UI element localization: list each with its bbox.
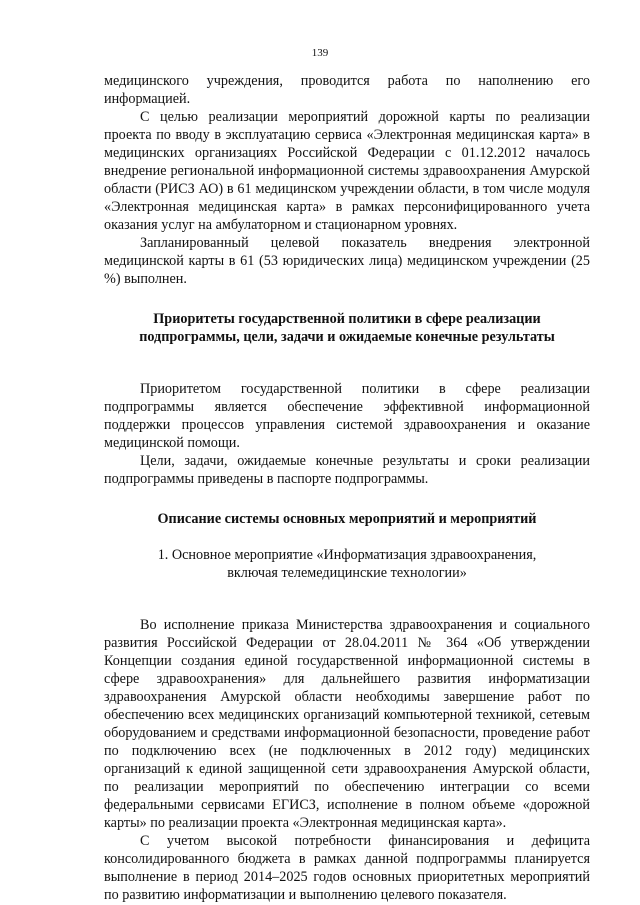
paragraph-continuation: медицинского учреждения, проводится работа по наполнению его информацией. <box>104 73 590 107</box>
paragraph-roadmap: С целью реализации мероприятий дорожной карты по реализации проекта по вводу в эксплуатацию сервиса «Электронная медицинская карта» в медицинских организациях Российской Федерации с 01.12.2012 началось внедрение региональной информационной системы здравоохранения Амурской области (РИСЗ АО) в 61 медицинском учреждении области, в том числе модуля «Электронная медицинская карта» в рамках персонифицированного учета оказания услуг на амбулаторном и стационарном уровнях. <box>104 109 590 233</box>
section-heading-priorities: Приоритеты государственной политики в сфере реализации подпрограммы, цели, задачи и ожидаемые конечные результаты <box>139 311 555 345</box>
subsection-heading <box>104 546 590 582</box>
subsection-heading-line1: 1. Основное мероприятие «Информатизация здравоохранения, <box>157 547 537 563</box>
paragraph-target-indicator: Запланированный целевой показатель внедрения электронной медицинской карты в 61 (53 юридических лица) медицинском учреждении (25 %) выполнен. <box>104 235 590 287</box>
page-number: 139 <box>311 47 329 59</box>
paragraph-order-execution: Во исполнение приказа Министерства здравоохранения и социального развития Российской Федерации от 28.04.2011 № 364 «Об утверждении Концепции создания единой государственной информационной системы в сфере здравоохранения» для дальнейшего развития информатизации здравоохранения Амурской области необходимы завершение работ по обеспечению всех медицинских организаций компьютерной техникой, сетевым оборудованием и средствами информационной безопасности, проведение работ по подключению всех (не подключенных в 2012 году) медицинских организаций к единой защищенной сети здравоохранения Амурской области, по реализации мероприятий по обеспечению интеграции со всеми федеральными сервисами ЕГИСЗ, исполнение в полном объеме «дорожной карты» по реализации проекта «Электронная медицинская карта». <box>104 617 590 831</box>
page-content <box>104 72 590 904</box>
paragraph-funding: С учетом высокой потребности финансирования и дефицита консолидированного бюджета в рамках данной подпрограммы планируется выполнение в период 2014–2025 годов основных приоритетных мероприятий по развитию информатизации и выполнению целевого показателя. <box>104 833 590 903</box>
subsection-heading-line2: включая телемедицинские технологии» <box>227 565 467 581</box>
paragraph-priority: Приоритетом государственной политики в сфере реализации подпрограммы является обеспечение эффективной информационной поддержки процессов управления системой здравоохранения и оказание медицинской помощи. <box>104 381 590 451</box>
section-heading-description: Описание системы основных мероприятий и мероприятий <box>157 511 537 527</box>
paragraph-goals: Цели, задачи, ожидаемые конечные результаты и сроки реализации подпрограммы приведены в паспорте подпрограммы. <box>104 453 590 487</box>
